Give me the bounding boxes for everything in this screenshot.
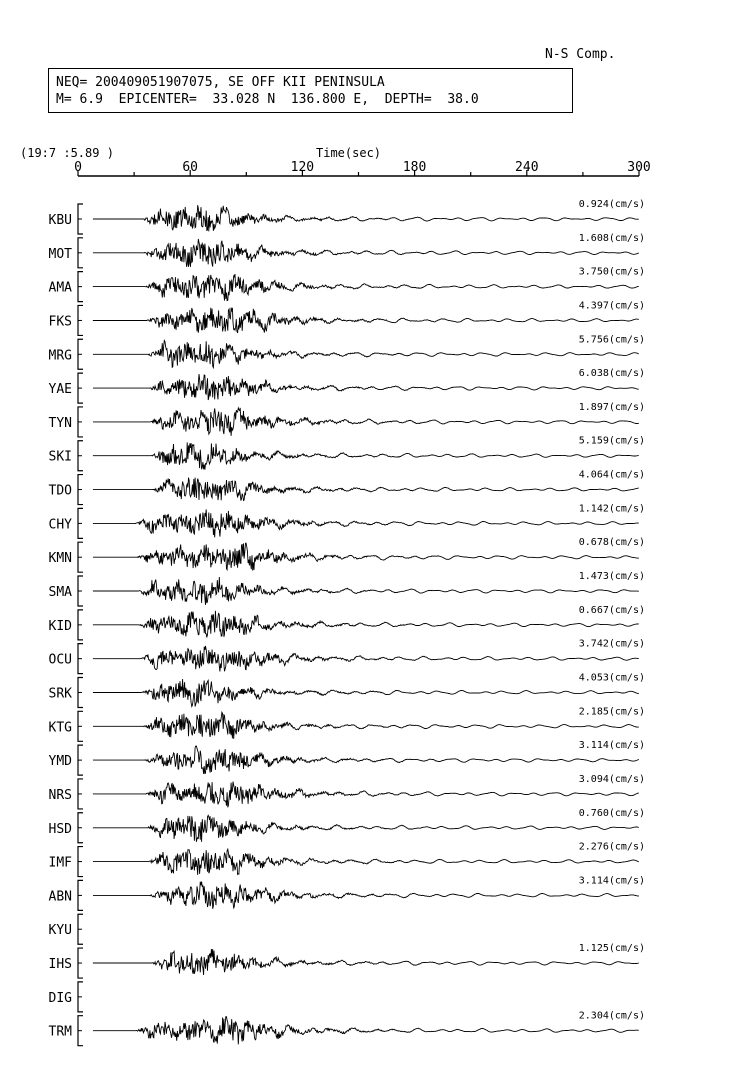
max-amplitude-label: 0.760(cm/s) [578, 807, 645, 819]
max-amplitude-label: 2.276(cm/s) [578, 841, 645, 853]
station-ymd [49, 740, 645, 775]
station-label: KID [48, 618, 72, 634]
max-amplitude-label: 0.678(cm/s) [578, 537, 645, 549]
x-tick-label: 180 [402, 160, 427, 175]
waveform-trace [93, 205, 639, 231]
waveform-trace [93, 949, 639, 975]
max-amplitude-label: 1.473(cm/s) [578, 571, 645, 583]
station-label: KYU [48, 923, 72, 939]
max-amplitude-label: 3.094(cm/s) [578, 773, 645, 785]
event-info-line1: NEQ= 200409051907075, SE OFF KII PENINSULA [56, 75, 385, 90]
station-label: TYN [48, 415, 72, 431]
station-imf [49, 842, 645, 877]
x-tick-label: 300 [627, 160, 651, 175]
station-label: AMA [48, 280, 72, 296]
max-amplitude-label: 1.897(cm/s) [578, 401, 645, 413]
waveform-trace [93, 408, 639, 436]
station-label: KTG [48, 720, 72, 736]
max-amplitude-label: 3.742(cm/s) [578, 638, 645, 650]
station-kid [49, 605, 645, 640]
station-label: YAE [48, 382, 72, 398]
station-label: KBU [48, 213, 72, 228]
station-label: HSD [48, 821, 72, 837]
max-amplitude-label: 6.038(cm/s) [578, 368, 645, 380]
waveform-trace [93, 239, 639, 267]
station-label: IMF [48, 855, 72, 871]
station-ktg [49, 706, 645, 741]
station-label: OCU [48, 652, 72, 668]
station-chy [49, 503, 645, 538]
max-amplitude-label: 1.125(cm/s) [578, 943, 645, 955]
station-label: MRG [48, 348, 72, 364]
station-ocu [49, 639, 645, 674]
waveform-trace [93, 611, 639, 638]
station-kyu [49, 914, 83, 944]
waveform-trace [93, 509, 639, 537]
waveform-trace [93, 815, 639, 842]
waveform-trace [93, 478, 639, 501]
station-label: KMN [48, 551, 72, 567]
max-amplitude-label: 4.397(cm/s) [578, 300, 645, 312]
waveform-trace [93, 543, 639, 570]
station-label: ABN [48, 889, 72, 905]
waveform-trace [93, 646, 639, 671]
max-amplitude-label: 4.064(cm/s) [578, 469, 645, 481]
waveform-trace [93, 274, 639, 301]
max-amplitude-label: 1.142(cm/s) [578, 503, 645, 515]
station-label: TDO [48, 483, 72, 499]
station-dig [49, 982, 83, 1012]
station-srk [49, 672, 645, 707]
waveform-trace [93, 679, 639, 707]
max-amplitude-label: 4.053(cm/s) [578, 672, 645, 684]
station-sma [49, 571, 645, 606]
station-tdo [49, 470, 645, 505]
station-mot [49, 233, 645, 268]
station-ihs [49, 943, 645, 978]
station-kbu [49, 199, 645, 234]
station-label: IHS [48, 957, 72, 973]
station-label: DIG [48, 990, 72, 1006]
max-amplitude-label: 5.756(cm/s) [578, 334, 645, 346]
max-amplitude-label: 3.114(cm/s) [578, 875, 645, 887]
x-tick-label: 60 [182, 160, 199, 175]
waveform-trace [93, 712, 639, 739]
max-amplitude-label: 2.185(cm/s) [578, 706, 645, 718]
x-axis-title: Time(sec) [316, 146, 382, 160]
station-label: TRM [48, 1024, 72, 1040]
waveform-trace [93, 746, 639, 774]
component-label: N-S Comp. [545, 47, 616, 62]
start-time-label: (19:7 :5.89 ) [20, 146, 114, 160]
waveform-trace [93, 882, 639, 909]
station-label: YMD [48, 754, 72, 770]
station-label: SMA [48, 585, 72, 601]
waveform-trace [93, 577, 639, 605]
max-amplitude-label: 5.159(cm/s) [578, 435, 645, 447]
station-label: MOT [48, 246, 72, 262]
station-trm [49, 1011, 645, 1046]
waveform-trace [93, 308, 639, 333]
waveform-trace [93, 442, 639, 469]
waveform-trace [93, 341, 639, 368]
x-tick-label: 240 [515, 160, 539, 175]
waveform-trace [93, 1017, 639, 1045]
waveform-trace [93, 374, 639, 400]
station-label: SRK [48, 686, 72, 702]
waveform-trace [93, 849, 639, 875]
max-amplitude-label: 2.304(cm/s) [578, 1010, 645, 1022]
station-kmn [49, 537, 645, 572]
station-fks [49, 300, 645, 335]
station-ama [49, 267, 645, 302]
max-amplitude-label: 0.924(cm/s) [578, 199, 645, 210]
station-label: SKI [48, 449, 72, 465]
max-amplitude-label: 3.114(cm/s) [578, 740, 645, 752]
station-hsd [49, 808, 645, 843]
station-label: FKS [48, 314, 72, 330]
station-label: NRS [48, 787, 72, 803]
station-ski [49, 436, 645, 471]
x-tick-label: 0 [74, 160, 82, 175]
station-abn [49, 875, 645, 910]
max-amplitude-label: 1.608(cm/s) [578, 232, 645, 244]
station-label: CHY [48, 517, 72, 533]
station-tyn [49, 402, 645, 437]
waveform-trace [93, 782, 639, 808]
event-info-line2: M= 6.9 EPICENTER= 33.028 N 136.800 E, DEPTH= 38.0 [56, 92, 479, 107]
max-amplitude-label: 3.750(cm/s) [578, 266, 645, 278]
station-mrg [49, 334, 645, 369]
max-amplitude-label: 0.667(cm/s) [578, 604, 645, 616]
station-yae [49, 368, 645, 403]
x-tick-label: 120 [290, 160, 315, 175]
station-nrs [49, 774, 645, 809]
